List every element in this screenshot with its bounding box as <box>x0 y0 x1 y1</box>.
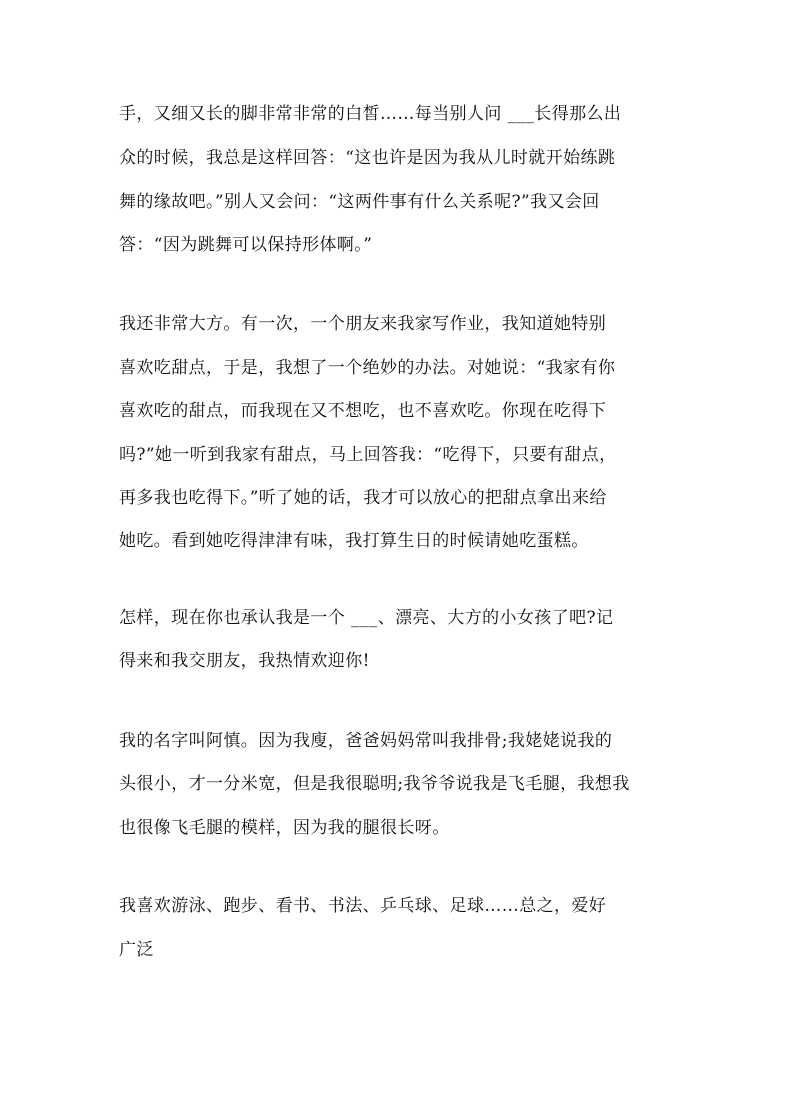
paragraph-4-line-2: 头很小，才一分米宽，但是我很聪明;我爷爷说我是飞毛腿，我想我 <box>119 774 630 794</box>
paragraph-4-line-1: 我的名字叫阿慎。因为我廋，爸爸妈妈常叫我排骨;我姥姥说我的 <box>119 731 613 751</box>
paragraph-5-line-1: 我喜欢游泳、跑步、看书、书法、乒乓球、足球……总之，爱好 <box>119 896 607 916</box>
paragraph-1-line-3: 舞的缘故吧。”别人又会问：“这两件事有什么关系呢?”我又会回 <box>119 192 600 212</box>
paragraph-3-line-1: 怎样，现在你也承认我是一个 ___、漂亮、大方的小女孩了吧?记 <box>119 608 614 628</box>
paragraph-2-line-1: 我还非常大方。有一次，一个朋友来我家写作业，我知道她特别 <box>119 314 607 334</box>
paragraph-1-line-1: 手，又细又长的脚非常非常的白皙……每当别人问 ___长得那么出 <box>119 104 622 124</box>
paragraph-1-line-2: 众的时候，我总是这样回答：“这也许是因为我从儿时就开始练跳 <box>119 148 616 168</box>
paragraph-2-line-4: 吗?”她一听到我家有甜点，马上回答我：“吃得下，只要有甜点， <box>119 445 617 465</box>
paragraph-2-line-6: 她吃。看到她吃得津津有味，我打算生日的时候请她吃蛋糕。 <box>119 531 589 551</box>
paragraph-1-line-4: 答：“因为跳舞可以保持形体啊。” <box>119 235 373 255</box>
paragraph-2-line-2: 喜欢吃甜点，于是，我想了一个绝妙的办法。对她说：“我家有你 <box>119 358 616 378</box>
paragraph-2-line-3: 喜欢吃的甜点，而我现在又不想吃，也不喜欢吃。你现在吃得下 <box>119 401 607 421</box>
paragraph-5-line-2: 广泛 <box>119 940 154 960</box>
paragraph-2-line-5: 再多我也吃得下。”听了她的话，我才可以放心的把甜点拿出来给 <box>119 488 607 508</box>
paragraph-3-line-2: 得来和我交朋友，我热情欢迎你! <box>119 651 370 671</box>
paragraph-4-line-3: 也很像飞毛腿的模样，因为我的腿很长呀。 <box>119 818 450 838</box>
